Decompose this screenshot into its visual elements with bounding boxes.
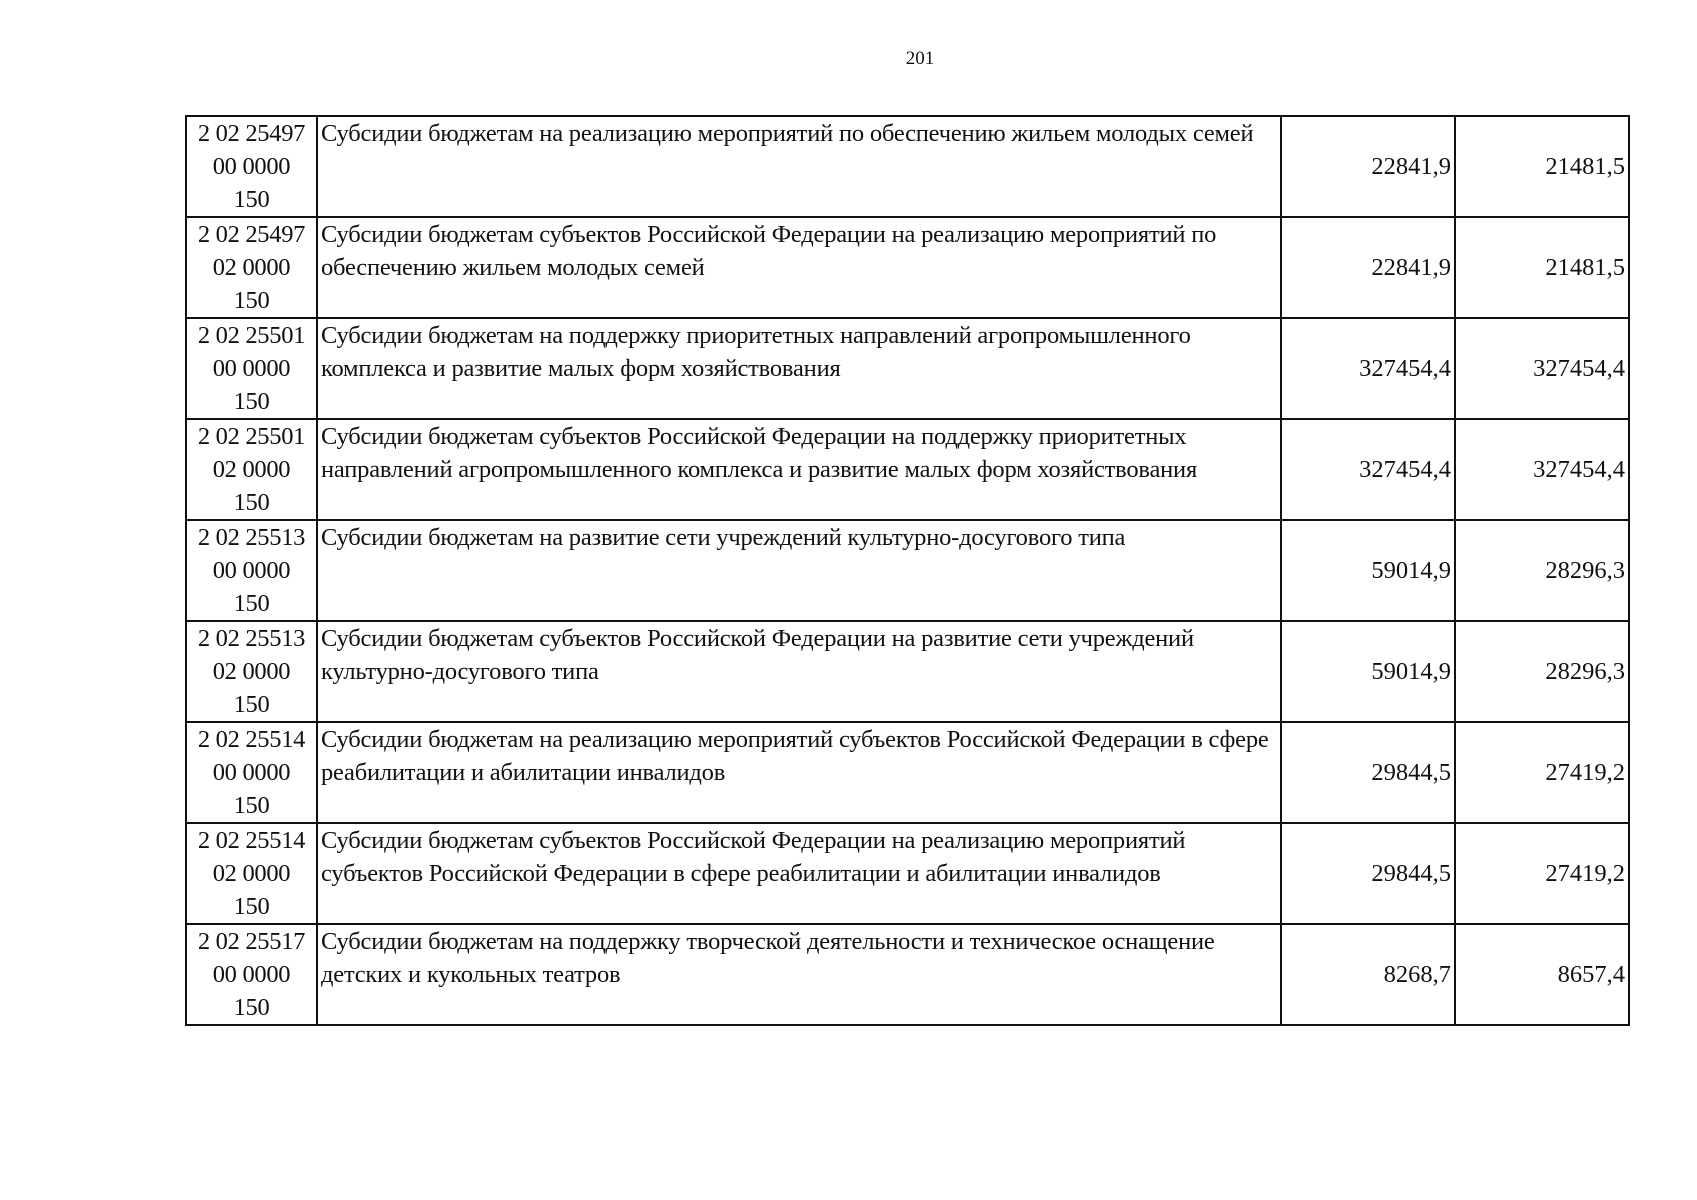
budget-code-line: 00 0000 <box>212 759 291 786</box>
description-cell: Субсидии бюджетам на реализацию мероприятий субъектов Российской Федерации в сфере реабилитации и абилитации инвалидов <box>317 722 1281 823</box>
budget-code-line: 2 02 25517 <box>197 928 306 955</box>
budget-code-line: 150 <box>233 489 270 516</box>
value1-cell: 29844,5 <box>1281 823 1455 924</box>
value2-cell: 21481,5 <box>1455 116 1629 217</box>
budget-code-line: 2 02 25513 <box>197 524 306 551</box>
budget-code-line: 2 02 25501 <box>197 423 306 450</box>
budget-code-line: 2 02 25497 <box>197 120 306 147</box>
table-row <box>186 823 1629 924</box>
budget-code-cell <box>186 722 317 823</box>
budget-code-line: 150 <box>233 792 270 819</box>
budget-code-line: 2 02 25514 <box>197 726 306 753</box>
value2-cell: 327454,4 <box>1455 419 1629 520</box>
value1-cell: 22841,9 <box>1281 217 1455 318</box>
table-row <box>186 318 1629 419</box>
budget-code-cell <box>186 217 317 318</box>
budget-code-line: 2 02 25501 <box>197 322 306 349</box>
budget-code-line: 150 <box>233 186 270 213</box>
description-cell: Субсидии бюджетам субъектов Российской Федерации на реализацию мероприятий субъектов Российской Федерации в сфере реабилитации и абилитации инвалидов <box>317 823 1281 924</box>
value1-cell: 327454,4 <box>1281 419 1455 520</box>
budget-code-line: 2 02 25513 <box>197 625 306 652</box>
value2-cell: 28296,3 <box>1455 621 1629 722</box>
value1-cell: 59014,9 <box>1281 621 1455 722</box>
budget-code-line: 00 0000 <box>212 557 291 584</box>
value2-cell: 27419,2 <box>1455 823 1629 924</box>
value1-cell: 29844,5 <box>1281 722 1455 823</box>
budget-table <box>185 115 1630 1026</box>
budget-code-line: 2 02 25497 <box>197 221 306 248</box>
budget-code-line: 150 <box>233 388 270 415</box>
value1-cell: 8268,7 <box>1281 924 1455 1025</box>
description-cell: Субсидии бюджетам на реализацию мероприятий по обеспечению жильем молодых семей <box>317 116 1281 217</box>
budget-code-line: 2 02 25514 <box>197 827 306 854</box>
budget-code-line: 00 0000 <box>212 153 291 180</box>
description-cell: Субсидии бюджетам субъектов Российской Федерации на развитие сети учреждений культурно-досугового типа <box>317 621 1281 722</box>
budget-code-cell <box>186 520 317 621</box>
budget-code-line: 150 <box>233 590 270 617</box>
budget-code-line: 02 0000 <box>212 254 291 281</box>
table-row <box>186 924 1629 1025</box>
budget-code-line: 150 <box>233 893 270 920</box>
description-cell: Субсидии бюджетам на поддержку приоритетных направлений агропромышленного комплекса и развитие малых форм хозяйствования <box>317 318 1281 419</box>
value2-cell: 21481,5 <box>1455 217 1629 318</box>
budget-code-line: 150 <box>233 994 270 1021</box>
value1-cell: 22841,9 <box>1281 116 1455 217</box>
budget-code-cell <box>186 318 317 419</box>
description-cell: Субсидии бюджетам на поддержку творческой деятельности и техническое оснащение детских и кукольных театров <box>317 924 1281 1025</box>
value1-cell: 327454,4 <box>1281 318 1455 419</box>
value2-cell: 27419,2 <box>1455 722 1629 823</box>
budget-code-cell <box>186 419 317 520</box>
table-row <box>186 419 1629 520</box>
budget-code-line: 02 0000 <box>212 860 291 887</box>
table-row <box>186 722 1629 823</box>
budget-code-cell <box>186 924 317 1025</box>
budget-code-cell <box>186 621 317 722</box>
table-row <box>186 217 1629 318</box>
page-number: 201 <box>905 48 935 69</box>
budget-code-cell <box>186 823 317 924</box>
table-row <box>186 520 1629 621</box>
description-cell: Субсидии бюджетам субъектов Российской Федерации на поддержку приоритетных направлений агропромышленного комплекса и развитие малых форм хозяйствования <box>317 419 1281 520</box>
budget-code-cell <box>186 116 317 217</box>
value2-cell: 327454,4 <box>1455 318 1629 419</box>
budget-code-line: 150 <box>233 691 270 718</box>
value1-cell: 59014,9 <box>1281 520 1455 621</box>
description-cell: Субсидии бюджетам на развитие сети учреждений культурно-досугового типа <box>317 520 1281 621</box>
table-row <box>186 621 1629 722</box>
budget-code-line: 00 0000 <box>212 961 291 988</box>
budget-code-line: 02 0000 <box>212 456 291 483</box>
budget-code-line: 02 0000 <box>212 658 291 685</box>
table-row <box>186 116 1629 217</box>
value2-cell: 28296,3 <box>1455 520 1629 621</box>
budget-code-line: 150 <box>233 287 270 314</box>
value2-cell: 8657,4 <box>1455 924 1629 1025</box>
description-cell: Субсидии бюджетам субъектов Российской Федерации на реализацию мероприятий по обеспечению жильем молодых семей <box>317 217 1281 318</box>
budget-code-line: 00 0000 <box>212 355 291 382</box>
